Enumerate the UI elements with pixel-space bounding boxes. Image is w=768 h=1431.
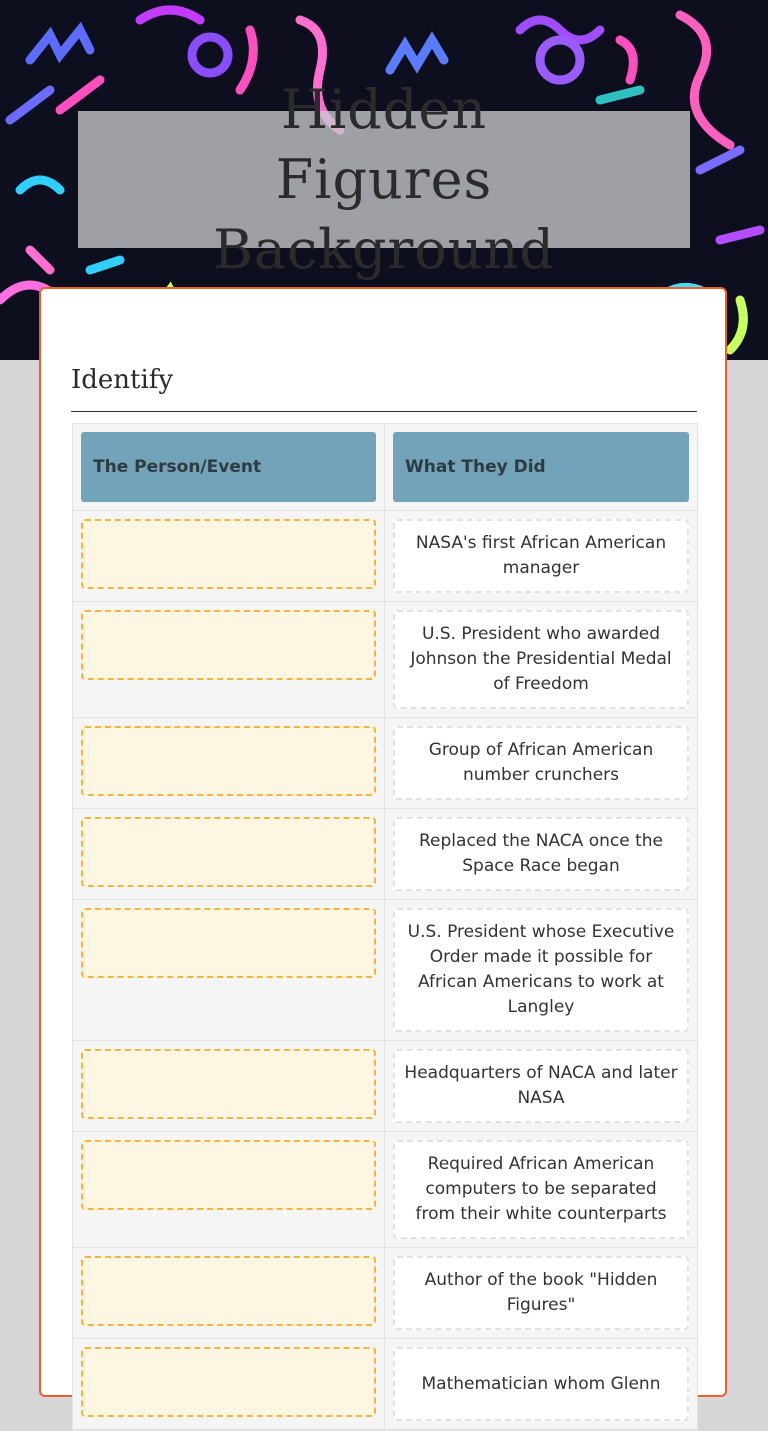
heading-divider xyxy=(71,411,697,412)
answer-drop-zone[interactable] xyxy=(81,1256,376,1326)
clue-card: Author of the book "Hidden Figures" xyxy=(393,1256,689,1330)
table-row xyxy=(73,511,697,602)
clue-card: Mathematician whom Glenn xyxy=(393,1347,689,1421)
table-row xyxy=(73,900,697,1041)
answer-drop-zone[interactable] xyxy=(81,1049,376,1119)
answer-drop-zone[interactable] xyxy=(81,1347,376,1417)
table-header-row xyxy=(73,424,697,511)
clue-card: Required African American computers to be separated from their white counterparts xyxy=(393,1140,689,1239)
page-title: Hidden Figures Background xyxy=(213,77,555,281)
clue-card: Group of African American number crunchers xyxy=(393,726,689,800)
table-row xyxy=(73,1132,697,1248)
answer-drop-zone[interactable] xyxy=(81,519,376,589)
matching-table xyxy=(72,423,698,1431)
column-header-person: The Person/Event xyxy=(81,432,376,502)
table-row xyxy=(73,1248,697,1339)
title-box xyxy=(78,77,690,281)
clue-card: U.S. President who awarded Johnson the Presidential Medal of Freedom xyxy=(393,610,689,709)
table-row xyxy=(73,1339,697,1430)
column-header-action: What They Did xyxy=(393,432,689,502)
table-row xyxy=(73,1041,697,1132)
answer-drop-zone[interactable] xyxy=(81,817,376,887)
clue-card: Replaced the NACA once the Space Race began xyxy=(393,817,689,891)
table-row xyxy=(73,718,697,809)
clue-card: U.S. President whose Executive Order made it possible for African Americans to work at Langley xyxy=(393,908,689,1032)
table-row xyxy=(73,602,697,718)
answer-drop-zone[interactable] xyxy=(81,1140,376,1210)
worksheet-card xyxy=(39,287,727,1397)
table-row xyxy=(73,809,697,900)
section-heading: Identify xyxy=(71,365,174,395)
clue-card: NASA's first African American manager xyxy=(393,519,689,593)
answer-drop-zone[interactable] xyxy=(81,610,376,680)
answer-drop-zone[interactable] xyxy=(81,908,376,978)
answer-drop-zone[interactable] xyxy=(81,726,376,796)
clue-card: Headquarters of NACA and later NASA xyxy=(393,1049,689,1123)
